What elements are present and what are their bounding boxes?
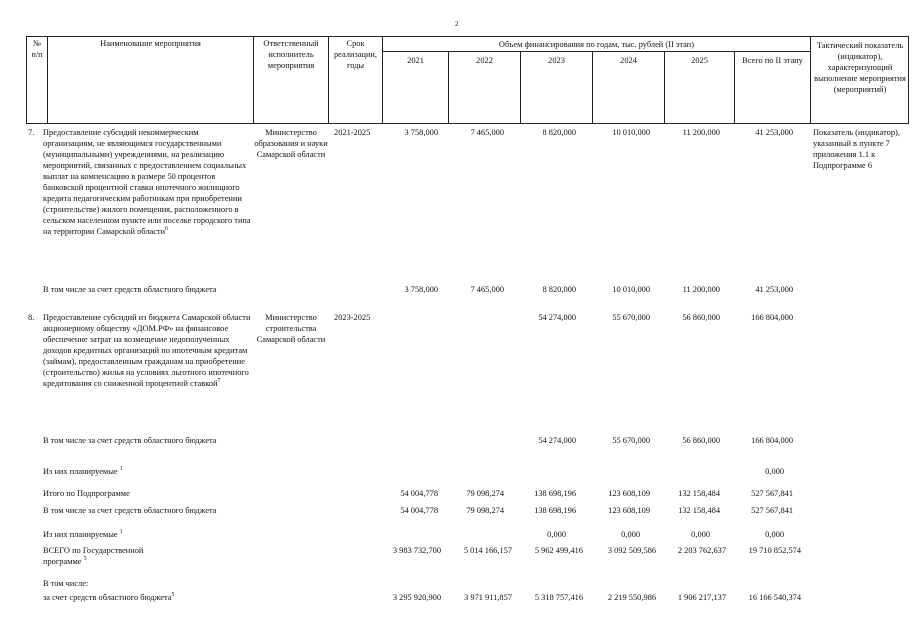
gov-total-text: ВСЕГО по Государственной программе bbox=[43, 546, 144, 566]
total-2025: 132 158,484 bbox=[678, 489, 720, 498]
total-planned-all: 0,000 bbox=[765, 530, 784, 539]
total-planned-2023: 0,000 bbox=[547, 530, 566, 539]
total-2024: 123 608,109 bbox=[608, 489, 650, 498]
row-8-planned-footnote: 1 bbox=[119, 466, 123, 473]
gov-budget-text: за счет средств областного бюджета bbox=[43, 593, 172, 602]
total-2023: 138 698,196 bbox=[534, 489, 576, 498]
total-budget-all: 527 567,841 bbox=[751, 506, 793, 515]
gov-budget-name bbox=[43, 592, 174, 603]
row-7-value-2023: 8 820,000 bbox=[542, 128, 576, 137]
gov-total-footnote: 5 bbox=[83, 556, 87, 563]
row-8-planned-text: Из них планируемые bbox=[43, 467, 118, 476]
gov-budget-all: 16 166 540,374 bbox=[748, 593, 801, 602]
row-7-term: 2021-2025 bbox=[334, 128, 371, 137]
gov-budget-2025: 1 906 217,137 bbox=[677, 593, 726, 602]
row-8-footnote: 7 bbox=[217, 378, 221, 385]
gov-total-name bbox=[43, 545, 173, 567]
total-budget-2021: 54 004,778 bbox=[400, 506, 438, 515]
row-8-value-2024: 55 670,000 bbox=[612, 313, 650, 322]
header-funding: Объем финансирования по годам, тыс. рублей (II этап) bbox=[498, 40, 695, 49]
gov-budget-2021: 3 295 920,900 bbox=[392, 593, 441, 602]
row-7-budget-total: 41 253,000 bbox=[755, 285, 793, 294]
gov-budget-2022: 3 971 911,857 bbox=[464, 593, 512, 602]
row-8-budget-total: 166 804,000 bbox=[751, 436, 793, 445]
row-7-value-2022: 7 465,000 bbox=[470, 128, 504, 137]
header-year-2024: 2024 bbox=[620, 56, 637, 65]
header-year-2025: 2025 bbox=[691, 56, 708, 65]
total-planned-footnote: 1 bbox=[119, 529, 123, 536]
row-8-executor: Министерство строительства Самарской области bbox=[256, 313, 326, 344]
total-planned-text: Из них планируемые bbox=[43, 530, 118, 539]
row-8-budget-2024: 55 670,000 bbox=[612, 436, 650, 445]
funding-subheader-line bbox=[382, 51, 810, 52]
row-7-indicator: Показатель (индикатор), указанный в пункте 7 приложения 1.1 к Подпрограмме 6 bbox=[813, 128, 900, 170]
header-num: № п/п bbox=[31, 39, 43, 59]
row-7-name bbox=[43, 127, 251, 237]
gov-total-all: 19 710 852,574 bbox=[748, 546, 801, 555]
row-8-budget-2025: 56 860,000 bbox=[682, 436, 720, 445]
row-7-footnote: 6 bbox=[165, 226, 169, 233]
header-executor: Ответственный исполнитель мероприятия bbox=[263, 39, 319, 70]
row-7-budget-2024: 10 010,000 bbox=[612, 285, 650, 294]
total-name: Итого по Подпрограмме bbox=[43, 489, 130, 498]
header-name: Наименование мероприятия bbox=[100, 39, 201, 48]
row-8-budget-name: В том числе за счет средств областного бюджета bbox=[43, 436, 217, 445]
row-7-value-2021: 3 758,000 bbox=[404, 128, 438, 137]
total-2022: 79 098,274 bbox=[466, 489, 504, 498]
total-budget-2023: 138 698,196 bbox=[534, 506, 576, 515]
header-vline bbox=[908, 36, 909, 124]
header-vline bbox=[47, 36, 48, 124]
gov-total-2023: 5 962 499,416 bbox=[534, 546, 583, 555]
gov-total-2022: 5 014 166,157 bbox=[463, 546, 512, 555]
header-top-line bbox=[26, 36, 908, 37]
total-budget-2024: 123 608,109 bbox=[608, 506, 650, 515]
row-7-value-2025: 11 200,000 bbox=[682, 128, 720, 137]
gov-total-2021: 3 983 732,700 bbox=[392, 546, 441, 555]
total-planned-2025: 0,000 bbox=[691, 530, 710, 539]
row-7-executor: Министерство образования и науки Самарской области bbox=[254, 128, 328, 159]
row-7-budget-2025: 11 200,000 bbox=[682, 285, 720, 294]
row-8-name-text: Предоставление субсидий из бюджета Самарской области акционерному обществу «ДОМ.РФ» на финансовое обеспечение затрат на возмещение недополученных доходов кредитных организаций по ипотечным кредитам (займам), предоставленным гражданам на приобретение (строительство) жилья на условиях льготного ипотечного кредитования со сниженной процентной ставкой bbox=[43, 313, 251, 388]
row-8-planned-name bbox=[43, 466, 123, 477]
row-7-value-2024: 10 010,000 bbox=[612, 128, 650, 137]
header-year-2022: 2022 bbox=[476, 56, 493, 65]
row-8-planned-total: 0,000 bbox=[765, 467, 784, 476]
row-7-num: 7. bbox=[28, 128, 35, 137]
row-7-budget-2023: 8 820,000 bbox=[542, 285, 576, 294]
total-all: 527 567,841 bbox=[751, 489, 793, 498]
row-7-name-text: Предоставление субсидий некоммерческим организациям, не являющимся государственными (муниципальными) учреждениями, на реализацию мероприятий, связанных с предоставлением социальных выплат на компенсацию в размере 50 процентов банковской процентной ставки ипотечного жилищного кредита педагогическим работникам при приобретении (строительстве) жилого помещения, расположенного в сельском населенном пункте или поселке городского типа на территории Самарской области bbox=[43, 128, 251, 236]
header-vline bbox=[810, 36, 811, 124]
header-total-stage: Всего по II этапу bbox=[742, 56, 803, 65]
gov-budget-2023: 5 318 757,416 bbox=[534, 593, 583, 602]
gov-total-2025: 2 203 762,637 bbox=[677, 546, 726, 555]
row-8-value-total: 166 804,000 bbox=[751, 313, 793, 322]
row-7-budget-2022: 7 465,000 bbox=[470, 285, 504, 294]
total-budget-name: В том числе за счет средств областного бюджета bbox=[43, 506, 217, 515]
total-planned-name bbox=[43, 529, 123, 540]
row-8-value-2025: 56 860,000 bbox=[682, 313, 720, 322]
row-7-budget-name: В том числе за счет средств областного бюджета bbox=[43, 285, 217, 294]
row-8-num: 8. bbox=[28, 313, 35, 322]
row-7-value-total: 41 253,000 bbox=[755, 128, 793, 137]
row-8-name bbox=[43, 312, 251, 389]
header-year-2021: 2021 bbox=[407, 56, 424, 65]
total-2021: 54 004,778 bbox=[400, 489, 438, 498]
row-8-term: 2023-2025 bbox=[334, 313, 371, 322]
header-bottom-line bbox=[26, 123, 908, 124]
gov-total-2024: 3 092 509,586 bbox=[607, 546, 656, 555]
header-indicator: Тактический показатель (индикатор), характеризующий выполнение мероприятия (мероприятий) bbox=[814, 41, 906, 94]
gov-budget-footnote: 5 bbox=[171, 592, 175, 599]
row-8-budget-2023: 54 274,000 bbox=[538, 436, 576, 445]
row-7-budget-2021: 3 758,000 bbox=[404, 285, 438, 294]
header-year-2023: 2023 bbox=[548, 56, 565, 65]
header-term: Срок реализации, годы bbox=[333, 39, 378, 70]
page-number: 2 bbox=[455, 20, 459, 28]
total-budget-2025: 132 158,484 bbox=[678, 506, 720, 515]
row-8-value-2023: 54 274,000 bbox=[538, 313, 576, 322]
total-planned-2024: 0,000 bbox=[621, 530, 640, 539]
gov-budget-2024: 2 219 550,986 bbox=[607, 593, 656, 602]
gov-breakdown-label: В том числе: bbox=[43, 579, 89, 588]
total-budget-2022: 79 098,274 bbox=[466, 506, 504, 515]
